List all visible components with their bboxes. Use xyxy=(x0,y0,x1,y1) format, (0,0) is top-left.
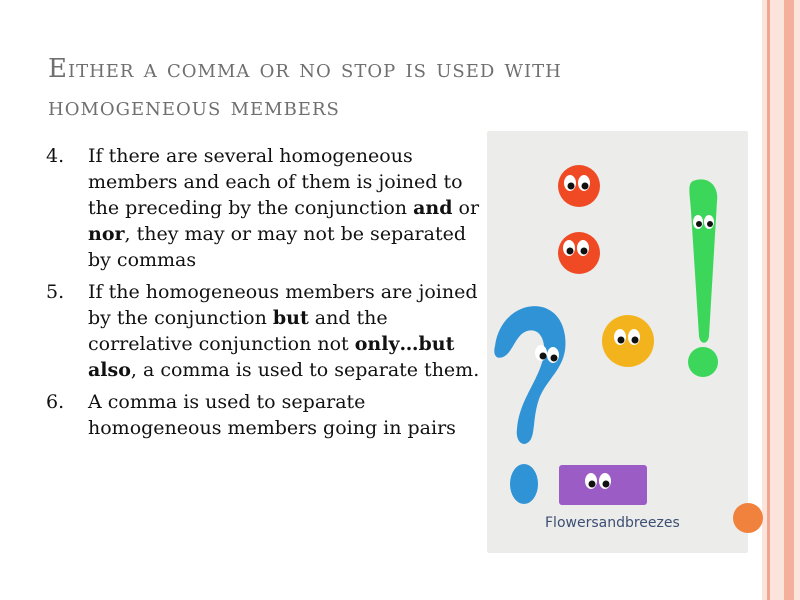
item-bold-text: but xyxy=(272,307,309,329)
item-bold-text: only…but also xyxy=(88,333,455,381)
slide-right-border xyxy=(762,0,800,600)
item-bold-text: and xyxy=(413,197,453,219)
red-dot-bottom xyxy=(558,232,600,274)
item-number: 6. xyxy=(46,391,65,413)
green-exclamation xyxy=(688,179,718,377)
decorative-orange-circle xyxy=(733,503,763,533)
item-text: If there are several homogeneous members and each of them is joined to the preceding by the conjunction xyxy=(88,145,463,219)
border-stripe xyxy=(767,0,770,600)
item-text: If the homogeneous members are joined by the conjunction xyxy=(88,281,478,329)
slide-title xyxy=(48,50,648,126)
punctuation-illustration xyxy=(487,131,748,553)
title-line-2: homogeneous members xyxy=(48,92,340,122)
picture-caption: Flowersandbreezes xyxy=(545,515,680,531)
item-number: 4. xyxy=(46,145,65,167)
list-item xyxy=(46,143,486,273)
list-item xyxy=(46,389,486,441)
item-text: , a comma is used to separate them. xyxy=(130,359,480,381)
border-stripe xyxy=(784,0,794,600)
list-item xyxy=(46,279,486,383)
title-line-1: Either a comma or no stop is used with xyxy=(48,54,562,84)
item-text: or xyxy=(452,197,480,219)
red-dot-top xyxy=(558,165,600,207)
item-number: 5. xyxy=(46,281,65,303)
item-bold-text: nor xyxy=(88,223,125,245)
purple-dash xyxy=(559,465,647,505)
yellow-dot xyxy=(602,315,654,367)
blue-question-mark xyxy=(494,306,565,504)
item-text: and the correlative conjunction not xyxy=(88,307,388,355)
item-text: A comma is used to separate homogeneous members going in pairs xyxy=(88,391,456,439)
illustration-svg xyxy=(487,131,748,553)
rules-list xyxy=(46,143,486,447)
item-text: , they may or may not be separated by commas xyxy=(88,223,466,271)
